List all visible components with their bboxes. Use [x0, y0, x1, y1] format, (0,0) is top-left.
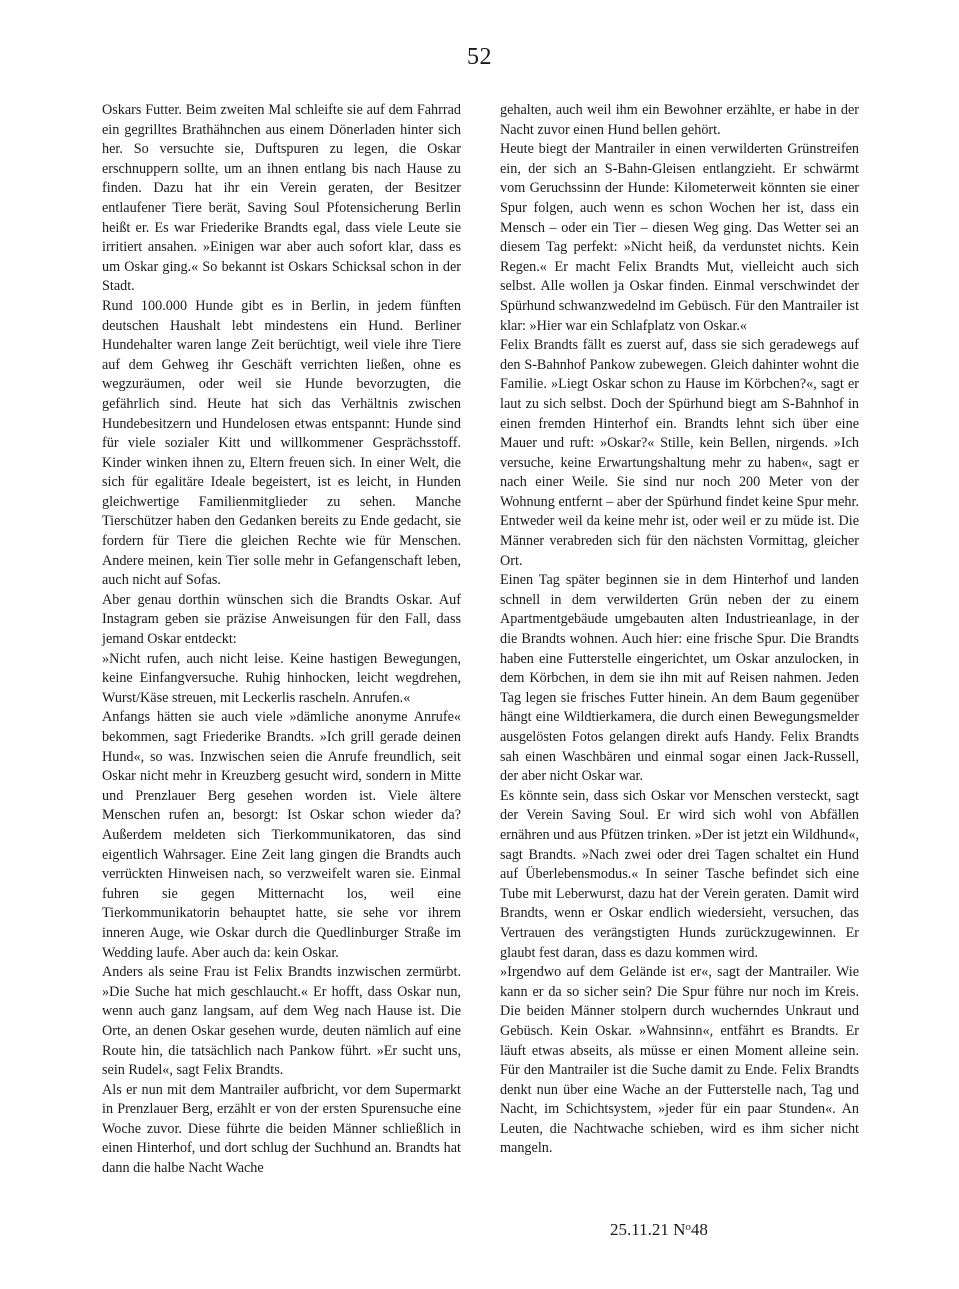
paragraph: Aber genau dorthin wünschen sich die Brandts Oskar. Auf Instagram geben sie präzise Anweisungen für den Fall, dass jemand Oskar entdeckt:	[102, 591, 461, 648]
paragraph: Oskars Futter. Beim zweiten Mal schleifte sie auf dem Fahrrad ein gegrilltes Brathähnchen aus einem Dönerladen hinter sich her. So versuchte sie, Duftspuren zu legen, die Oskar erschnuppern sollte, um an ihnen entlang bis nach Hause zu finden. Dazu hat ihr ein Verein geraten, der Besitzer entlaufener Tiere berät, Saving Soul Pfotensicherung Berlin heißt er. Es war Friederike Brandts egal, dass viele Leute sie irritiert ansahen. »Einigen war aber auch sofort klar, dass es um Oskar ging.« So bekannt ist Oskars Schicksal schon in der Stadt.	[102, 102, 461, 295]
issue-date: 25.11.21	[610, 1220, 669, 1239]
paragraph: Anfangs hätten sie auch viele »dämliche anonyme Anrufe« bekommen, sagt Friederike Brandts. »Ich grill gerade deinen Hund«, so was. Inzwischen seien die Anrufe freundlich, seit Oskar nicht mehr in Kreuzberg gesucht wird, sondern in Mitte und Prenzlauer Berg gesehen worden ist. Viele ältere Menschen rufen an, besorgt: Ist Oskar schon wieder da? Außerdem meldeten sich Tierkommunikatoren, das sind eigentlich Wahrsager. Eine Zeit lang gingen die Brandts auch verrückten Hinweisen nach, so verzweifelt waren sie. Einmal fuhren sie gegen Mitternacht los, weil eine Tierkommunikatorin behauptet hatte, sie sehe vor ihrem inneren Auge, wie Oskar durch die Quedlinburger Straße im Wedding laufe. Aber auch da: kein Oskar.	[102, 709, 461, 961]
issue-number-label: $N^o48$	[673, 1220, 708, 1239]
paragraph: Heute biegt der Mantrailer in einen verwilderten Grünstreifen ein, der sich an S-Bahn-Gleisen entlangzieht. Er schwärmt vom Geruchssinn der Hunde: Kilometerweit könnten sie einer Spur folgen, auch wenn es schon Wochen her ist, dass ein Mensch – oder ein Tier – diesen Weg ging. Das Wetter sei an diesem Tag perfekt: »Nicht heiß, da verdunstet nichts. Kein Regen.« Er macht Felix Brandts Mut, vielleicht auch sich selbst. Alle wollen ja Oskar finden. Einmal verschwindet der Spürhund schwanzwedelnd im Gebüsch. Für den Mantrailer ist klar: »Hier war ein Schlafplatz von Oskar.«	[500, 141, 859, 334]
page-number: 52	[467, 44, 492, 70]
paragraph: Anders als seine Frau ist Felix Brandts inzwischen zermürbt. »Die Suche hat mich geschlaucht.« Er hofft, dass Oskar nun, wenn auch ganz langsam, auf dem Weg nach Hause ist. Die Orte, an denen Oskar gesehen wurde, deuten nämlich auf eine Route hin, die tatsächlich nach Pankow führt. »Er sucht uns, sein Rudel«, sagt Felix Brandts.	[102, 964, 461, 1079]
article-column-left	[102, 101, 461, 1179]
article-column-right	[500, 101, 859, 1159]
paragraph: Felix Brandts fällt es zuerst auf, dass sie sich geradewegs auf den S-Bahnhof Pankow zubewegen. Gleich dahinter wohnt die Familie. »Liegt Oskar schon zu Hause im Körbchen?«, sagt er laut zu sich selbst. Doch der Spürhund biegt am S-Bahnhof in einen fremden Hinterhof ein. Brandts lehnt sich über eine Mauer und ruft: »Oskar?« Stille, kein Bellen, nirgends. »Ich versuche, keine Erwartungshaltung mehr zu haben«, sagt er nach einer Weile. Sie sind nur noch 200 Meter von der Wohnung entfernt – aber der Spürhund findet keine Spur mehr. Entweder weil da keine mehr ist, oder weil er zu müde ist. Die Männer verabreden sich für den nächsten Vormittag, gleicher Ort.	[500, 337, 859, 569]
paragraph: Einen Tag später beginnen sie in dem Hinterhof und landen schnell in dem verwilderten Grün neben der zu einem Apartmentgebäude umgebauten alten Industrieanlage, in der die Brandts wohnen. Auch hier: eine frische Spur. Die Brandts haben eine Futterstelle eingerichtet, um Oskar anzulocken, in dem Körbchen, in dem sie ihn mit auf Reisen nahmen. Jeden Tag legen sie frisches Futter hinein. An dem Baum gegenüber hängt eine Wildtierkamera, die durch einen Bewegungsmelder ausgelösten Fotos gelangen direkt aufs Handy. Felix Brandts sah einen Waschbären und einmal sogar einen Jack-Russell, der aber nicht Oskar war.	[500, 572, 859, 785]
paragraph: gehalten, auch weil ihm ein Bewohner erzählte, er habe in der Nacht zuvor einen Hund bellen gehört.	[500, 102, 859, 138]
paragraph: Rund 100.000 Hunde gibt es in Berlin, in jedem fünften deutschen Haushalt lebt mindestens ein Hund. Berliner Hundehalter waren lange Zeit berüchtigt, weil viele ihre Tiere auf dem Gehweg ihr Geschäft verrichten ließen, ohne es wegzuräumen, oder weil sie Hunde bevorzugten, die gefährlich sind. Heute hat sich das Verhältnis zwischen Hundebesitzern und Hundelosen etwas entspannt: Hunde sind für viele sozialer Kitt und willkommener Gesprächsstoff. Kinder winken ihnen zu, Eltern freuen sich. In einer Welt, die sich für egalitäre Ideale begeistert, ist es leicht, in Hunden gleichwertige Familienmitglieder zu sehen. Manche Tierschützer haben den Gedanken bereits zu Ende gedacht, sie fordern für Tiere die gleichen Rechte wie für Menschen. Andere meinen, kein Tier solle mehr in Gefangenschaft leben, auch nicht auf Sofas.	[102, 297, 461, 589]
issue-footer	[610, 1220, 708, 1240]
paragraph: Als er nun mit dem Mantrailer aufbricht, vor dem Supermarkt in Prenzlauer Berg, erzählt er von der ersten Spurensuche eine Woche zuvor. Diese führte die beiden Männer schließlich in einen Hinterhof, und dort schlug der Suchhund an. Brandts hat dann die halbe Nacht Wache	[102, 1081, 461, 1177]
paragraph: »Irgendwo auf dem Gelände ist er«, sagt der Mantrailer. Wie kann er da so sicher sein? Die Spur führe nur noch im Kreis. Die beiden Männer stolpern durch wucherndes Unkraut und Gebüsch. Kein Oskar. »Wahnsinn«, entfährt es Brandts. Er läuft etwas abseits, als müsse er einen Moment alleine sein. Für den Mantrailer ist die Suche damit zu Ende. Felix Brandts denkt nun über eine Wache an der Futterstelle nach, Tag und Nacht, im Schichtsystem, »jeder für ein paar Stunden«. An Leuten, die Nachtwache schieben, wird es ihm sicher nicht mangeln.	[500, 964, 859, 1157]
paragraph: »Nicht rufen, auch nicht leise. Keine hastigen Bewegungen, keine Einfangversuche. Ruhig hinhocken, leicht wegdrehen, Wurst/Käse streuen, mit Leckerlis rascheln. Anrufen.«	[102, 650, 461, 706]
paragraph: Es könnte sein, dass sich Oskar vor Menschen versteckt, sagt der Verein Saving Soul. Er wird sich wohl von Abfällen ernähren und aus Pfützen trinken. »Der ist jetzt ein Wildhund«, sagt Brandts. »Nach zwei oder drei Tagen schaltet ein Hund auf Überlebensmodus.« In seiner Tasche befindet sich eine Tube mit Leberwurst, dazu hat der Verein geraten. Damit wird Brandts, wenn er Oskar endlich wiedersieht, versuchen, das Vertrauen des verängstigten Hunds zurückzugewinnen. Er glaubt fest daran, dass es dazu kommen wird.	[500, 787, 859, 961]
